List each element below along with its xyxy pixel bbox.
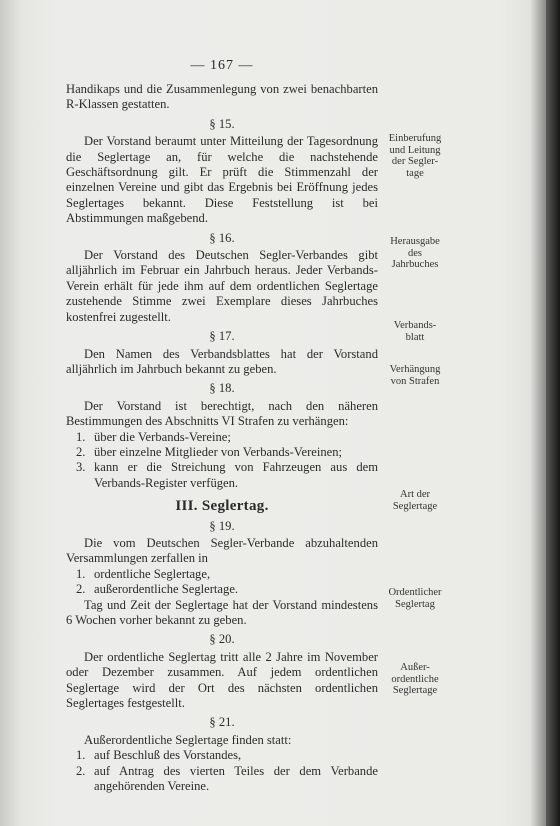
list-item bbox=[66, 567, 378, 582]
margin-note-line: ordentliche bbox=[391, 673, 439, 685]
list-text: ordentliche Seglertage, bbox=[94, 566, 211, 581]
margin-note-line: Seglertage bbox=[392, 500, 438, 512]
section-number: § 15. bbox=[209, 116, 235, 131]
margin-note-line: Außer- bbox=[400, 662, 430, 673]
list-item bbox=[66, 460, 378, 491]
paragraph: Außerordentliche Seglertage finden statt: bbox=[84, 732, 292, 747]
list-number: 2. bbox=[76, 444, 86, 459]
margin-note bbox=[380, 662, 450, 697]
list-item bbox=[66, 445, 378, 460]
section-number: § 20. bbox=[209, 632, 235, 647]
list-text: über die Verbands-Vereine; bbox=[94, 429, 231, 444]
margin-note-line: und Leitung bbox=[389, 144, 441, 156]
list-item bbox=[66, 582, 378, 597]
margin-note-line: Einberufung bbox=[388, 133, 442, 144]
paragraph: Der Vorstand beraumt unter Mitteilung der Tagesordnung die Seglertage an, für welche die nachstehende Geschäftsordnung gilt. Er prüft die Stimmenzahl der einzelnen Vereine und gibt das Ergebnis bei Eröffnung jedes Seglertages bekannt. Diese Feststellung ist bei Abstimmungen maßgebend. bbox=[66, 134, 378, 226]
list-number: 2. bbox=[76, 763, 86, 778]
margin-note bbox=[380, 364, 450, 387]
section-number: § 17. bbox=[209, 329, 235, 344]
margin-note-line: Verbands- bbox=[393, 320, 437, 331]
list-number: 2. bbox=[76, 582, 86, 597]
book-spine bbox=[546, 0, 560, 826]
list-text: außerordentliche Seglertage. bbox=[94, 582, 239, 597]
margin-note-line: von Strafen bbox=[390, 375, 440, 387]
margin-note-line: Seglertage bbox=[392, 685, 438, 696]
paragraph: Tag und Zeit der Seglertage hat der Vorstand mindestens 6 Wochen vorher bekannt zu geben. bbox=[66, 597, 378, 627]
list-number: 1. bbox=[76, 429, 86, 444]
paragraph: Der Vorstand des Deutschen Segler-Verbandes gibt alljährlich im Februar ein Jahrbuch heraus. Jeder Verbands-Verein erhält für jede ihm auf dem ordentlichen Seglertage zustehende Stimme zwei Exemplare dieses Jahrbuches kostenfrei zugestellt. bbox=[66, 248, 378, 324]
paragraph: Handikaps und die Zusammenlegung von zwei benachbarten R-Klassen gestatten. bbox=[66, 82, 378, 112]
margin-note bbox=[380, 236, 450, 271]
list-number: 1. bbox=[76, 566, 86, 581]
page-number: — 167 — bbox=[190, 58, 254, 73]
paragraph: Die vom Deutschen Segler-Verbande abzuhaltenden Versammlungen zerfallen in bbox=[66, 535, 378, 566]
margin-note-line: des bbox=[408, 247, 422, 259]
list-text: über einzelne Mitglieder von Verbands-Vereinen; bbox=[94, 444, 343, 459]
margin-note-line: der Segler- bbox=[391, 156, 439, 167]
margin-note-line: Art der bbox=[399, 489, 431, 500]
margin-note-line: tage bbox=[406, 167, 424, 179]
margin-note-line: blatt bbox=[405, 331, 425, 343]
margin-note-line: Seglertag bbox=[395, 598, 435, 610]
list-text: auf Antrag des vierten Teiles der dem Verbande angehörenden Vereine. bbox=[94, 763, 378, 794]
list-number: 1. bbox=[76, 748, 86, 763]
margin-note-line: Herausgabe bbox=[390, 236, 440, 247]
section-number: § 16. bbox=[209, 230, 235, 245]
list-text: kann er die Streichung von Fahrzeugen aus dem Verbands-Register verfügen. bbox=[94, 460, 378, 490]
paragraph: Der Vorstand ist berechtigt, nach den näheren Bestimmungen des Abschnitts VI Strafen zu verhängen: bbox=[66, 398, 378, 429]
chapter-heading: III. Seglertag. bbox=[175, 498, 269, 515]
list-item bbox=[66, 764, 378, 795]
list-item bbox=[66, 748, 378, 763]
margin-note bbox=[380, 133, 450, 179]
list-text: auf Beschluß des Vorstandes, bbox=[94, 748, 242, 763]
list-number: 3. bbox=[76, 460, 86, 475]
paragraph: Den Namen des Verbandsblattes hat der Vorstand alljährlich im Jahrbuch bekannt zu geben. bbox=[66, 346, 378, 376]
margin-note bbox=[380, 587, 450, 610]
section-number: § 19. bbox=[209, 518, 235, 533]
margin-note bbox=[380, 489, 450, 512]
list-item bbox=[66, 430, 378, 445]
margin-note bbox=[380, 320, 450, 343]
section-number: § 18. bbox=[209, 381, 235, 396]
section-number: § 21. bbox=[209, 715, 235, 730]
margin-note-line: Ordentlicher bbox=[388, 587, 442, 598]
page-body bbox=[66, 82, 378, 794]
paragraph: Der ordentliche Seglertag tritt alle 2 Jahre im November oder Dezember zusammen. Auf jedem ordentlichen Seglertage wird der Ort des nächsten ordentlichen Seglertages festgestellt. bbox=[66, 649, 378, 711]
margin-note-line: Verhängung bbox=[389, 364, 441, 375]
margin-note-line: Jahrbuches bbox=[391, 259, 439, 270]
